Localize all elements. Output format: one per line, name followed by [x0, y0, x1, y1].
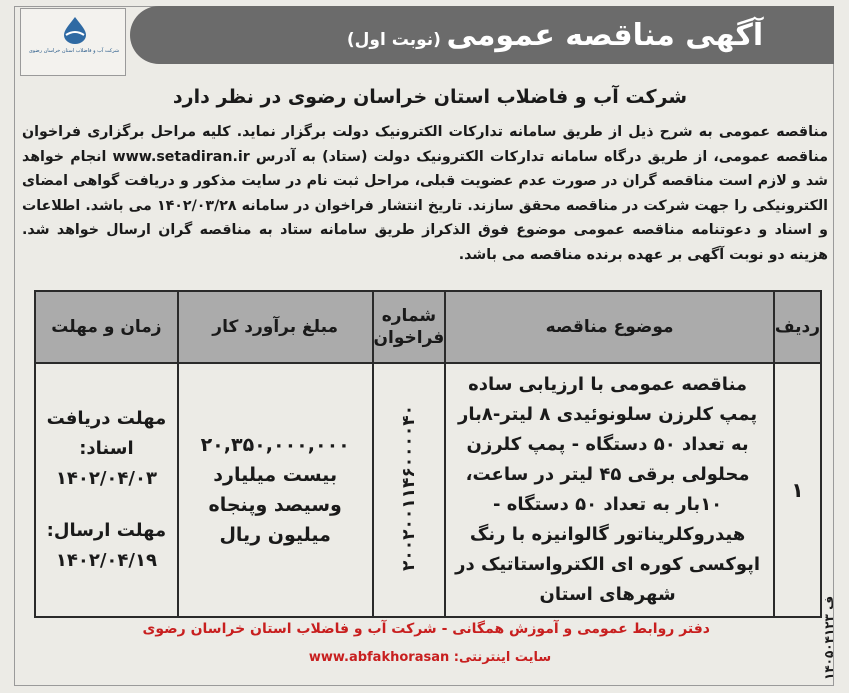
estimate-cell [178, 363, 373, 617]
footer-website: سایت اینترنتی: www.abfakhorasan [308, 650, 552, 665]
send-deadline-label: مهلت ارسال: [46, 520, 167, 541]
notice-title-text: آگهی مناقصه عمومی [446, 18, 764, 53]
logo-caption: شرکت آب و فاضلاب استان خراسان رضوی [28, 48, 120, 54]
table-row [35, 363, 821, 617]
row-number-cell: ۱ [774, 363, 821, 617]
estimate-words: بیست میلیارد وسیصد وپنجاه میلیون ریال [208, 464, 342, 546]
subject-cell: مناقصه عمومی با ارزیابی ساده پمپ کلرزن سلونوئیدی ۸ لیتر-۸بار به تعداد ۵۰ دستگاه - پمپ کلرزن محلولی برقی ۴۵ لیتر در ساعت، ۱۰بار به تعداد ۵۰ دستگاه - هیدروکلریناتور گالوانیزه با رنگ اپوکسی کوره ای الکترواستاتیک در شهرهای استان [445, 363, 774, 617]
title-banner [130, 6, 834, 64]
notice-title [330, 14, 780, 58]
call-number-cell [373, 363, 446, 617]
send-deadline-date: ۱۴۰۲/۰۴/۱۹ [55, 550, 157, 571]
table-header-row [35, 291, 821, 363]
header-estimate: مبلغ برآورد کار [178, 291, 373, 363]
water-drop-icon [59, 15, 91, 45]
company-logo [20, 8, 126, 76]
receive-deadline-label: مهلت دریافت اسناد: [46, 408, 167, 459]
header-subject: موضوع مناقصه [445, 291, 774, 363]
header-call-number: شماره فراخوان [373, 291, 446, 363]
send-deadline [36, 516, 177, 576]
company-statement: شرکت آب و فاضلاب استان خراسان رضوی در نظر دارد [172, 86, 688, 108]
receive-deadline-date: ۱۴۰۲/۰۴/۰۳ [55, 468, 157, 489]
estimate-figure: ۲۰,۳۵۰,۰۰۰,۰۰۰ [200, 434, 350, 456]
intro-paragraph: مناقصه عمومی به شرح ذیل از طریق سامانه تدارکات الکترونیک دولت برگزار نماید. کلیه مراحل برگزاری فراخوان مناقصه عمومی، از طریق درگاه سامانه تدارکات الکترونیک دولت (ستاد) به آدرس www.setadiran.ir انجام خواهد شد و لازم است مناقصه گران در صورت عدم عضویت قبلی، مراحل ثبت نام در سایت مذکور و دریافت گواهی امضای الکترونیکی را جهت شرکت در مناقصه محقق سازند. تاریخ انتشار فراخوان در سامانه ۱۴۰۲/۰۳/۲۸ می باشد. اطلاعات و اسناد و دعوتنامه مناقصه عمومی موضوع فوق الذکراز طریق سامانه ستاد به مناقصه گران ارسال خواهد شد. هزینه دو نوبت آگهی بر عهده برنده مناقصه می باشد. [22, 124, 829, 263]
deadline-cell [35, 363, 178, 617]
call-number-text: ۲۰۰۲۰۰۱۱۴۶۰۰۰۰۴۰ [398, 404, 419, 571]
header-row-number: ردیف [774, 291, 821, 363]
side-reference-code: ف ۱۴۰۵۰۴۱۲۳ [822, 595, 836, 680]
receive-deadline [36, 404, 177, 494]
notice-title-suffix: (نوبت اول) [346, 30, 441, 50]
footer-office: دفتر روابط عمومی و آموزش همگانی - شرکت آب و فاضلاب استان خراسان رضوی [142, 621, 710, 637]
header-deadline: زمان و مهلت [35, 291, 178, 363]
tender-table [34, 290, 822, 618]
